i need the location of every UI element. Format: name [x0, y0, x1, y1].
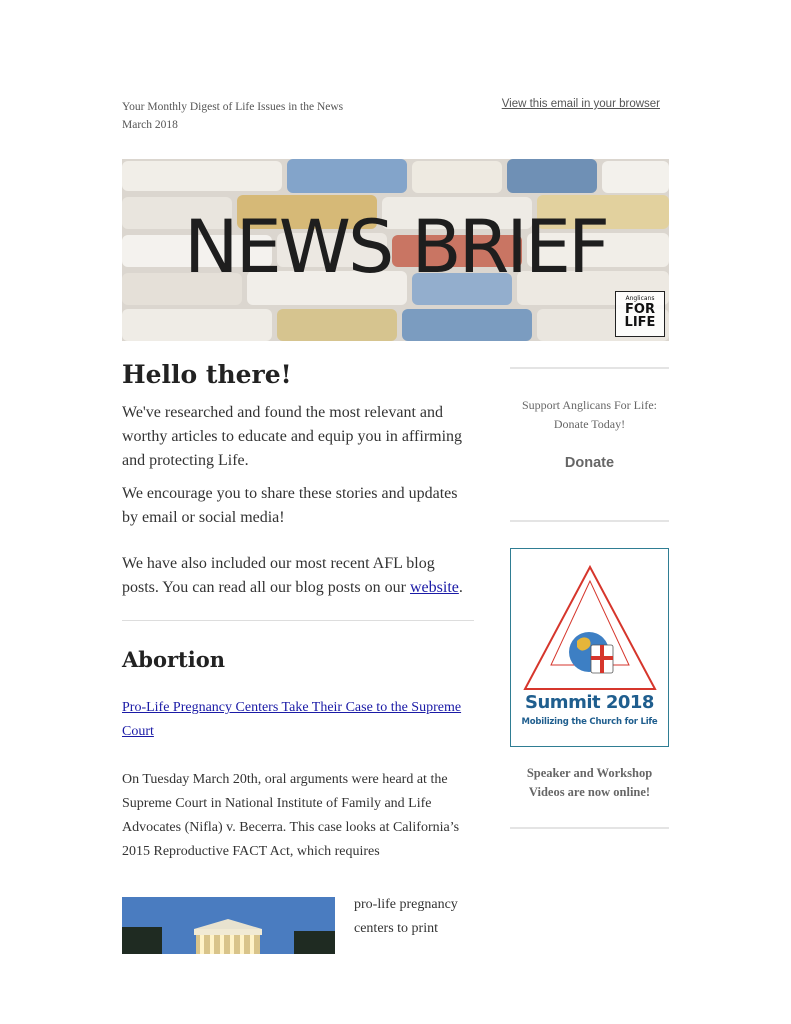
view-in-browser-link[interactable]: View this email in your browser: [501, 98, 660, 110]
tagline: Your Monthly Digest of Life Issues in the News: [122, 101, 344, 113]
intro-paragraph-3: [122, 552, 474, 600]
sidebar-divider-middle: [510, 520, 669, 522]
article-title-link-wrap: [122, 696, 474, 744]
article-body-wrapped: pro-life pregnancy centers to print: [354, 897, 458, 936]
intro-paragraph-2: We encourage you to share these stories and updates by email or social media!: [122, 485, 458, 526]
intro-paragraph-1: We've researched and found the most relevant and worthy articles to educate and equip you in affirming and protecting Life.: [122, 404, 463, 469]
blog-text-end: .: [458, 579, 463, 596]
article-body: On Tuesday March 20th, oral arguments were heard at the Supreme Court in National Institute of Family and Life Advocates (Nifla) v. Becerra. This case looks at California’s 2015 Reproductive FACT Act, which requires: [122, 772, 460, 859]
sidebar-divider-top: [510, 367, 669, 369]
summit-2018-banner[interactable]: [510, 548, 669, 747]
support-text: Support Anglicans For Life: Donate Today!: [522, 398, 657, 431]
sidebar-divider-bottom: [510, 827, 669, 829]
logo-line-1: FOR: [625, 302, 655, 317]
supreme-court-photo: [122, 897, 335, 954]
website-link[interactable]: website: [409, 579, 459, 596]
preheader: [122, 98, 343, 134]
supreme-court-building-image: [122, 897, 335, 954]
anglicans-for-life-logo: [615, 291, 665, 337]
section-heading-abortion: Abortion: [122, 647, 226, 672]
summit-subtitle: Mobilizing the Church for Life: [521, 717, 658, 727]
greeting-heading: Hello there!: [122, 360, 292, 389]
article-title-link[interactable]: Pro-Life Pregnancy Centers Take Their Case to the Supreme Court: [122, 700, 462, 739]
videos-online-text: Speaker and Workshop Videos are now online!: [526, 766, 653, 799]
main-column: [122, 360, 474, 864]
summit-title: Summit 2018: [525, 692, 654, 713]
banner-title: NEWS BRIEF: [184, 205, 607, 290]
donate-button[interactable]: Donate: [564, 455, 615, 471]
logo-small-text: Anglicans: [625, 295, 655, 302]
issue-date: March 2018: [122, 119, 178, 131]
blog-text: We have also included our most recent AFL blog posts. You can read all our blog posts on our: [122, 555, 435, 596]
news-brief-banner: [122, 159, 669, 341]
logo-line-2: LIFE: [624, 315, 656, 330]
section-divider: [122, 620, 474, 621]
